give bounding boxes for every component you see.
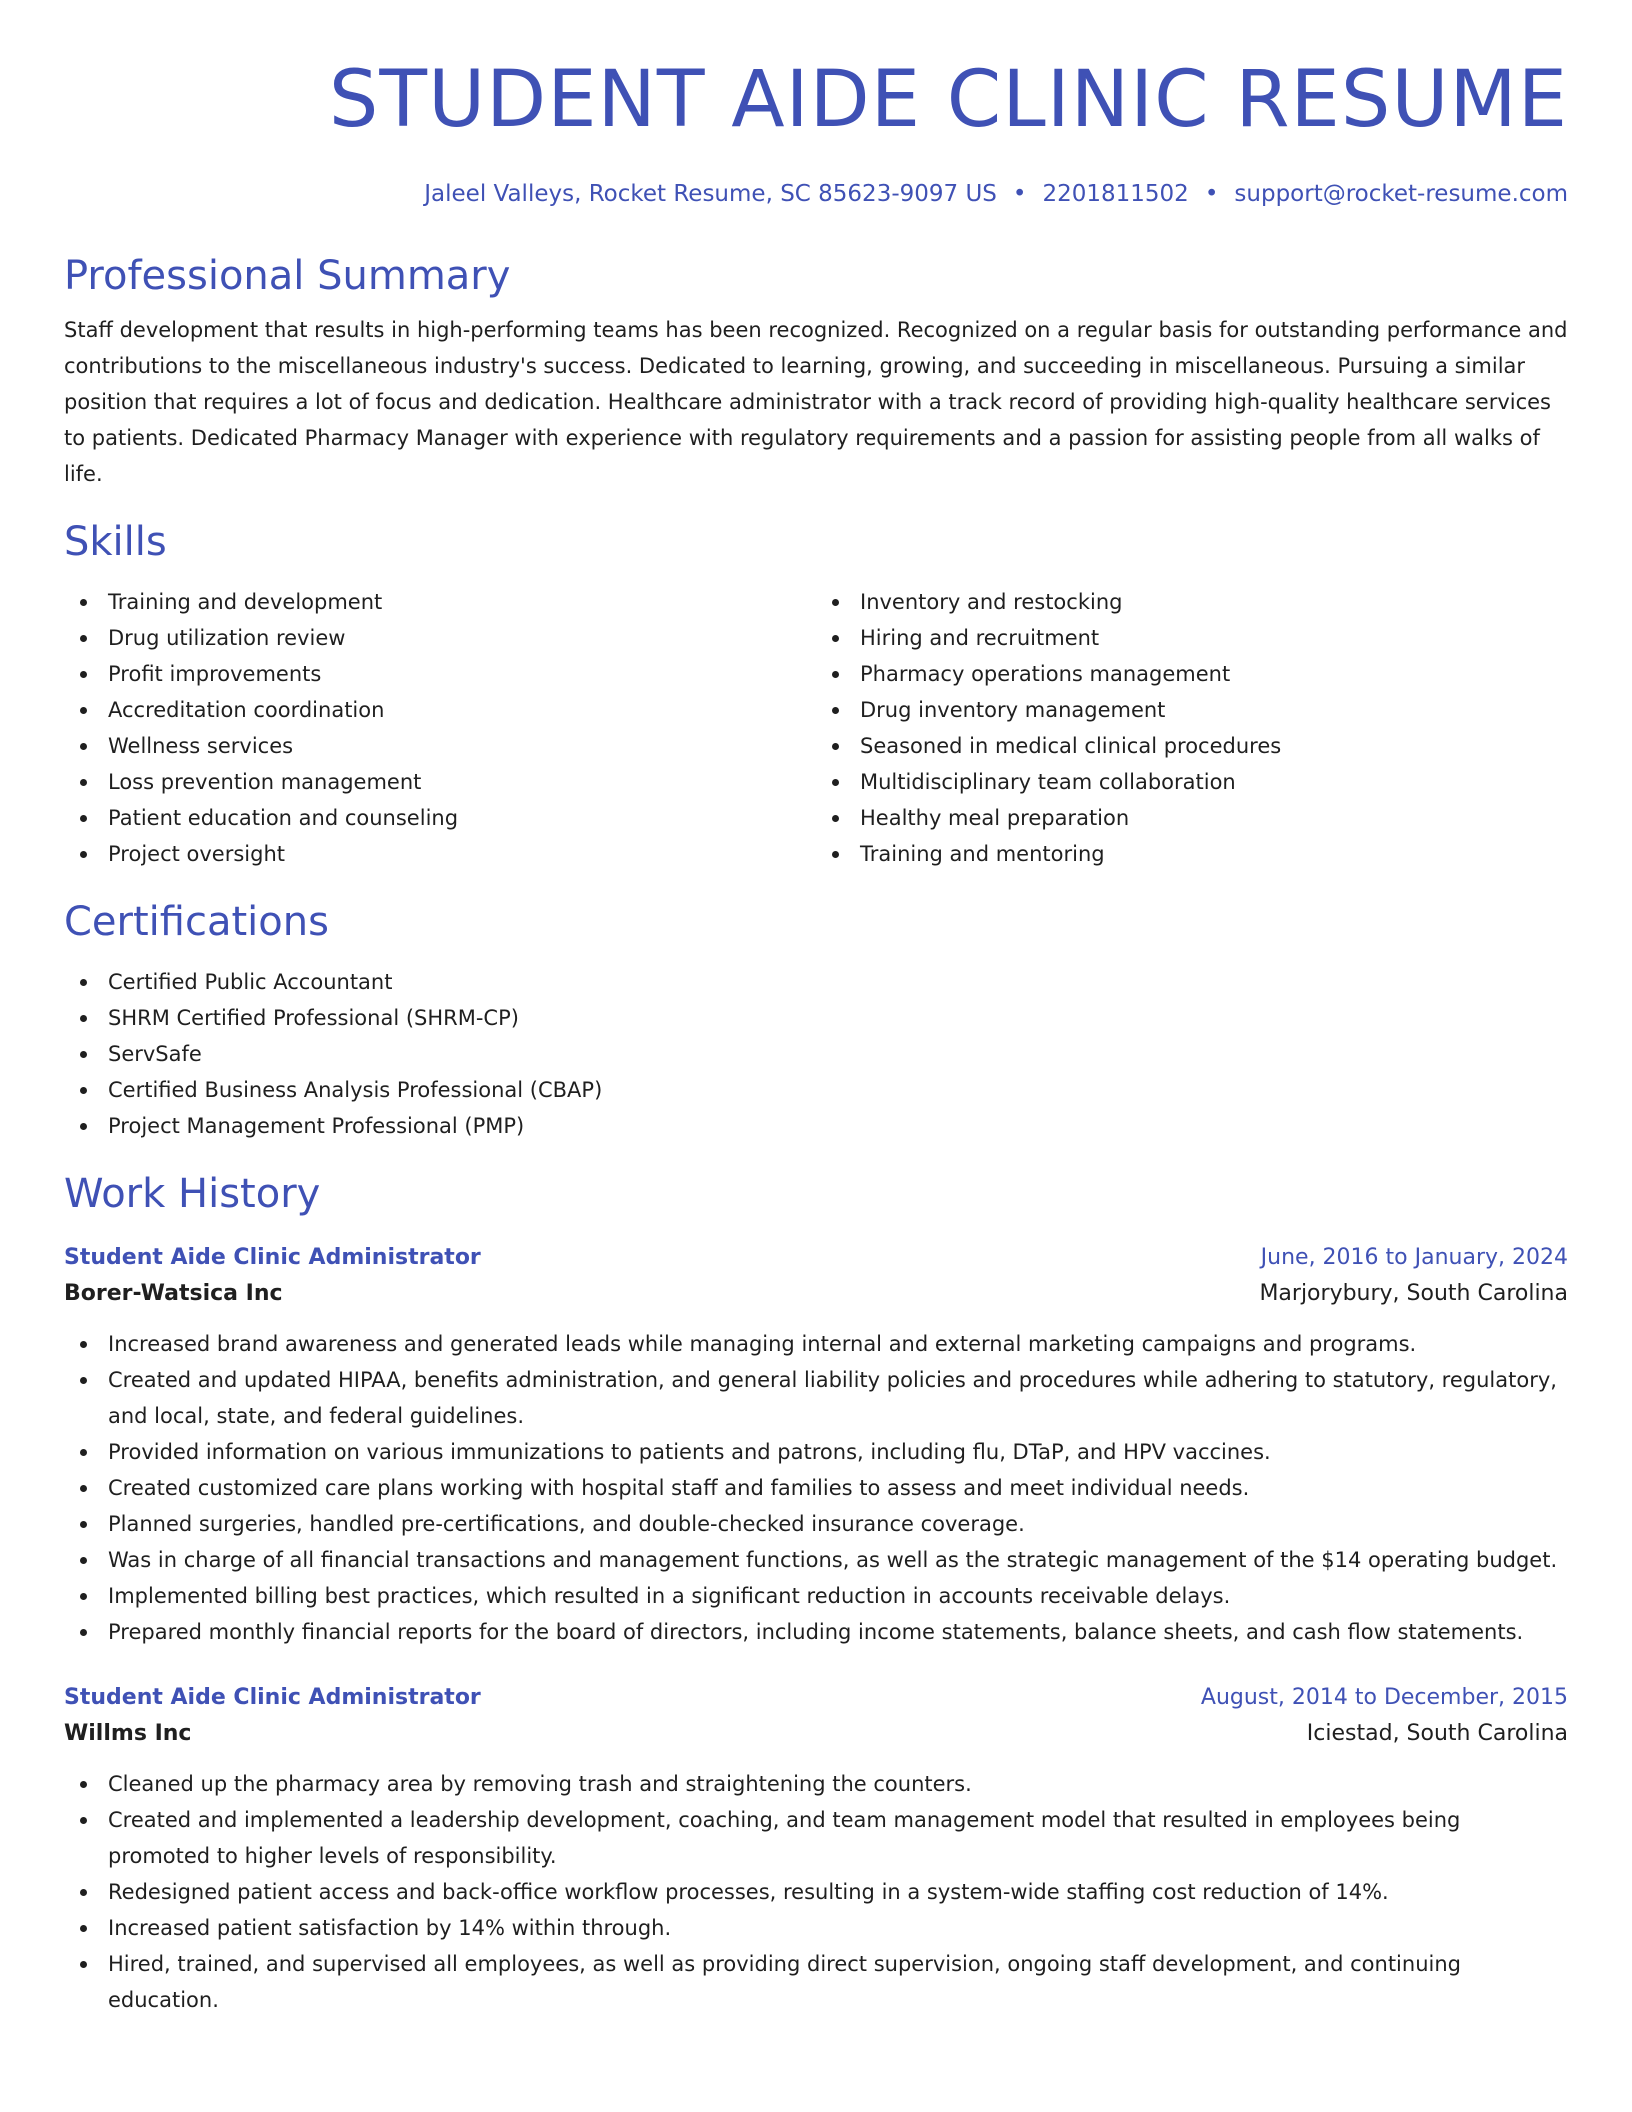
skill-item: Drug inventory management [816, 692, 1568, 728]
skill-item: Inventory and restocking [816, 584, 1568, 620]
job-bullet: Increased patient satisfaction by 14% within through. [64, 1910, 1568, 1946]
job-bullet: Cleaned up the pharmacy area by removing trash and straightening the counters. [64, 1766, 1568, 1802]
skill-item: Seasoned in medical clinical procedures [816, 728, 1568, 764]
job-dates: June, 2016 to January, 2024 [1260, 1245, 1568, 1270]
contact-line [64, 178, 1568, 210]
skill-item: Training and development [64, 584, 816, 620]
skill-item: Accreditation coordination [64, 692, 816, 728]
skill-item: Drug utilization review [64, 620, 816, 656]
certification-item: SHRM Certified Professional (SHRM-CP) [64, 1000, 1568, 1036]
job-bullet: Created and updated HIPAA, benefits administration, and general liability policies and procedures while adhering to statutory, regulatory, and local, state, and federal guidelines. [64, 1362, 1568, 1434]
job-bullet: Provided information on various immunizations to patients and patrons, including flu, DTaP, and HPV vaccines. [64, 1434, 1568, 1470]
skill-item: Multidisciplinary team collaboration [816, 764, 1568, 800]
skill-item: Profit improvements [64, 656, 816, 692]
certification-item: ServSafe [64, 1036, 1568, 1072]
certifications-list [64, 964, 1568, 1144]
job-bullet: Was in charge of all financial transactions and management functions, as well as the strategic management of the $14 operating budget. [64, 1542, 1568, 1578]
job-title: Student Aide Clinic Administrator [64, 1685, 481, 1710]
section-title-work-history: Work History [64, 1171, 321, 1217]
contact-address: Jaleel Valleys, Rocket Resume, SC 85623-9097 US [424, 181, 997, 207]
skill-item: Project oversight [64, 836, 816, 872]
job-company: Borer-Watsica Inc [64, 1281, 283, 1306]
certification-item: Certified Public Accountant [64, 964, 1568, 1000]
skill-item: Patient education and counseling [64, 800, 816, 836]
job-bullet: Redesigned patient access and back-office workflow processes, resulting in a system-wide staffing cost reduction of 14%. [64, 1874, 1568, 1910]
skills-list-right [816, 584, 1568, 872]
certification-item: Project Management Professional (PMP) [64, 1108, 1568, 1144]
job-bullets [64, 1766, 1568, 2018]
section-title-certifications: Certifications [64, 899, 329, 945]
job-dates: August, 2014 to December, 2015 [1200, 1685, 1568, 1710]
skill-item: Healthy meal preparation [816, 800, 1568, 836]
job-header-row [64, 1240, 1568, 1276]
resume-title: STUDENT AIDE CLINIC RESUME [328, 55, 1568, 145]
job-header-row [64, 1680, 1568, 1716]
summary-text: Staff development that results in high-performing teams has been recognized. Recognized on a regular basis for outstanding performance and contributions to the miscellaneous industry's success. Dedicated to learning, growing, and succeeding in miscellaneous. Pursuing a similar position that requires a lot of focus and dedication. Healthcare administrator with a track record of providing high-quality healthcare services to patients. Dedicated Pharmacy Manager with experience with regulatory requirements and a passion for assisting people from all walks of life. [64, 318, 1568, 486]
job-location: Iciestad, South Carolina [1306, 1721, 1568, 1746]
job-title: Student Aide Clinic Administrator [64, 1245, 481, 1270]
skill-item: Loss prevention management [64, 764, 816, 800]
job-company: Willms Inc [64, 1721, 192, 1746]
job-bullet: Implemented billing best practices, which resulted in a significant reduction in accounts receivable delays. [64, 1578, 1568, 1614]
job-bullet: Prepared monthly financial reports for the board of directors, including income statements, balance sheets, and cash flow statements. [64, 1614, 1568, 1650]
skills-columns [64, 584, 1568, 872]
job-location: Marjorybury, South Carolina [1259, 1281, 1568, 1306]
skill-item: Wellness services [64, 728, 816, 764]
section-title-skills: Skills [64, 519, 167, 565]
job-bullet: Hired, trained, and supervised all employees, as well as providing direct supervision, ongoing staff development, and continuing education. [64, 1946, 1568, 2018]
certification-item: Certified Business Analysis Professional (CBAP) [64, 1072, 1568, 1108]
contact-separator: • [1012, 181, 1027, 207]
skills-column-right [816, 584, 1568, 872]
job-bullet: Increased brand awareness and generated leads while managing internal and external marketing campaigns and programs. [64, 1326, 1568, 1362]
skills-column-left [64, 584, 816, 872]
job-bullet: Planned surgeries, handled pre-certifications, and double-checked insurance coverage. [64, 1506, 1568, 1542]
skill-item: Pharmacy operations management [816, 656, 1568, 692]
contact-email: support@rocket-resume.com [1234, 181, 1568, 207]
job-bullet: Created and implemented a leadership development, coaching, and team management model that resulted in employees being promoted to higher levels of responsibility. [64, 1802, 1568, 1874]
job-company-row [64, 1276, 1568, 1312]
job-entry [64, 1680, 1568, 2018]
contact-separator: • [1204, 181, 1219, 207]
job-bullets [64, 1326, 1568, 1650]
job-bullet: Created customized care plans working with hospital staff and families to assess and meet individual needs. [64, 1470, 1568, 1506]
section-title-summary: Professional Summary [64, 253, 511, 299]
skills-list-left [64, 584, 816, 872]
job-entry [64, 1240, 1568, 1650]
job-company-row [64, 1716, 1568, 1752]
skill-item: Training and mentoring [816, 836, 1568, 872]
skill-item: Hiring and recruitment [816, 620, 1568, 656]
contact-phone: 2201811502 [1042, 181, 1189, 207]
